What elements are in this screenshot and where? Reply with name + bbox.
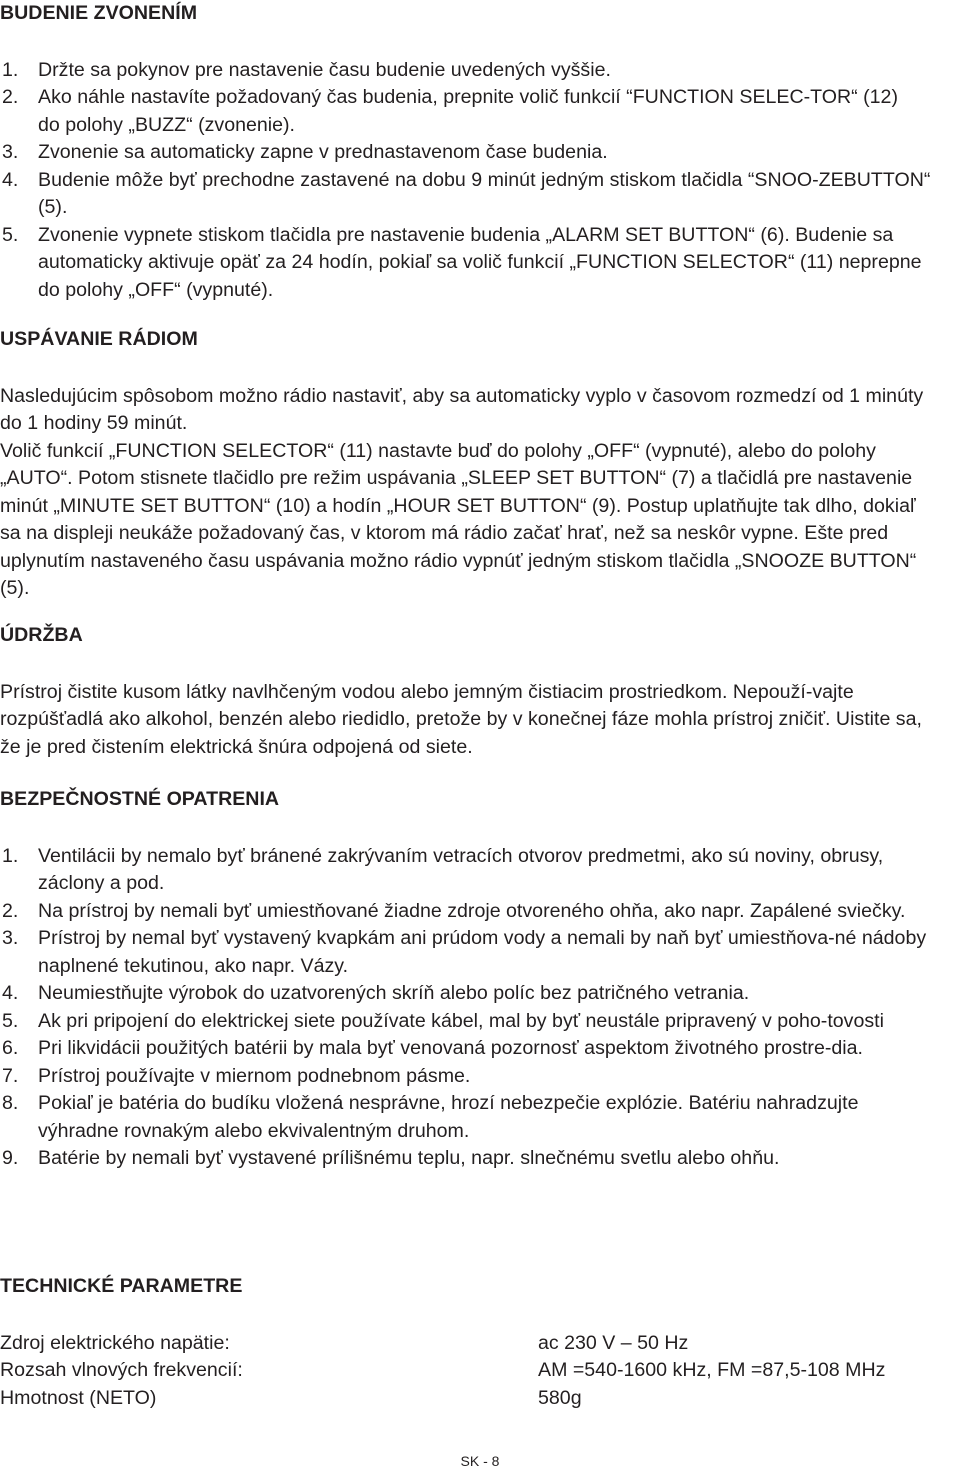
section-maintenance: [0, 622, 944, 761]
list-item-number: 9.: [2, 1147, 19, 1169]
section-heading-safety: BEZPEČNOSTNÉ OPATRENIA: [0, 788, 280, 810]
list-item-text: Ak pri pripojení do elektrickej siete používate kábel, mal by byť neustále pripravený v poho-tovosti: [38, 1009, 884, 1032]
list-item-number: 1.: [2, 58, 19, 81]
list-item: [0, 222, 944, 305]
spec-label: Rozsah vlnových frekvencií:: [0, 1359, 243, 1381]
table-row: [0, 1385, 885, 1413]
list-item-text: Neumiestňujte výrobok do uzatvorených skríň alebo políc bez patričného vetrania.: [38, 982, 750, 1004]
list-item: [0, 139, 944, 167]
list-item-text: Ventilácii by nemalo byť bránené zakrývaním vetracích otvorov predmetmi, ako sú noviny, obrusy, záclony a pod.: [38, 844, 884, 894]
list-item-number: 1.: [2, 844, 19, 867]
list-item-text: Zvonenie vypnete stiskom tlačidla pre nastavenie budenia „ALARM SET BUTTON“ (6). Budenie sa automaticky aktivuje opäť za 24 hodín, pokiaľ sa volič funkcií „FUNCTION SELECTOR“ (11) neprepne do polohy „OFF“ (vypnuté).: [38, 223, 922, 301]
list-item-text: Zvonenie sa automaticky zapne v prednastavenom čase budenia.: [38, 141, 608, 163]
list-item-text: Batérie by nemali byť vystavené prílišnému teplu, napr. slnečnému svetlu alebo ohňu.: [38, 1147, 780, 1169]
list-item: [0, 167, 944, 222]
spec-value: AM =540-1600 kHz, FM =87,5-108 MHz: [538, 1359, 886, 1381]
list-item-text: Prístroj by nemal byť vystavený kvapkám ani prúdom vody a nemali by naň byť umiestňova-né nádoby naplnené tekutinou, ako napr. Vázy.: [38, 927, 927, 977]
list-item-number: 4.: [2, 168, 19, 191]
section-safety: [0, 786, 944, 1173]
list-item-number: 3.: [2, 141, 19, 163]
section-heading-specs: TECHNICKÉ PARAMETRE: [0, 1275, 243, 1297]
section-alarm: [0, 0, 944, 304]
safety-list: [0, 843, 944, 1173]
alarm-list: [0, 57, 944, 305]
spec-label: Zdroj elektrického napätie:: [0, 1331, 230, 1354]
list-item-text: Pri likvidácii použitých batérii by mala byť venovaná pozornosť aspektom životného prostre-dia.: [38, 1037, 863, 1059]
list-item: [0, 57, 944, 85]
list-item: [0, 1063, 944, 1091]
list-item: [0, 843, 944, 898]
list-item-number: 4.: [2, 982, 19, 1004]
table-row: [0, 1357, 885, 1385]
list-item-number: 7.: [2, 1064, 19, 1087]
list-item-text: Na prístroj by nemali byť umiestňované žiadne zdroje otvoreného ohňa, ako napr. Zapálené sviečky.: [38, 899, 906, 922]
section-heading-maintenance: ÚDRŽBA: [0, 624, 83, 646]
table-row: [0, 1330, 885, 1358]
list-item: [0, 1008, 944, 1036]
list-item: [0, 925, 944, 980]
list-item-number: 2.: [2, 86, 19, 108]
list-item-number: 5.: [2, 1009, 19, 1032]
list-item-text: Budenie môže byť prechodne zastavené na dobu 9 minút jedným stiskom tlačidla “SNOO-ZEBUTTON“ (5).: [38, 168, 931, 218]
list-item-text: Pokiaľ je batéria do budíku vložená nesprávne, hrozí nebezpečie explózie. Batériu nahradzujte výhradne rovnakým alebo ekvivalentným druhom.: [38, 1092, 859, 1142]
specs-table: [0, 1330, 885, 1413]
section-heading-alarm: BUDENIE ZVONENÍM: [0, 2, 198, 24]
list-item-number: 8.: [2, 1092, 19, 1114]
list-item: [0, 84, 944, 139]
list-item-text: Ako náhle nastavíte požadovaný čas budenia, prepnite volič funkcií “FUNCTION SELEC-TOR“ (12) do polohy „BUZZ“ (zvonenie).: [38, 86, 898, 136]
section-sleep: [0, 326, 944, 603]
list-item-number: 3.: [2, 927, 19, 949]
list-item-text: Držte sa pokynov pre nastavenie času budenie uvedených vyššie.: [38, 58, 611, 81]
list-item-number: 6.: [2, 1037, 19, 1059]
list-item: [0, 1145, 944, 1173]
spec-value: 580g: [538, 1386, 582, 1409]
paragraph: Nasledujúcim spôsobom možno rádio nastaviť, aby sa automaticky vyplo v časovom rozmedzí od 1 minúty do 1 hodiny 59 minút.: [0, 384, 924, 434]
section-specs: [0, 1273, 944, 1412]
list-item-number: 5.: [2, 223, 19, 246]
list-item: [0, 980, 944, 1008]
spec-label: Hmotnost (NETO): [0, 1386, 157, 1409]
paragraph: Prístroj čistite kusom látky navlhčeným vodou alebo jemným čistiacim prostriedkom. Nepouží-vajte rozpúšťadlá ako alkohol, benzén alebo riedidlo, pretože by v konečnej fáze mohla prístroj zničiť. Uistite sa, že je pred čistením elektrická šnúra odpojená od siete.: [0, 680, 922, 758]
list-item: [0, 1090, 944, 1145]
list-item: [0, 898, 944, 926]
paragraph: Volič funkcií „FUNCTION SELECTOR“ (11) nastavte buď do polohy „OFF“ (vypnuté), alebo do polohy „AUTO“. Potom stisnete tlačidlo pre režim uspávania „SLEEP SET BUTTON“ (7) a tlačidlá pre nastavenie minút „MINUTE SET BUTTON“ (10) a hodín „HOUR SET BUTTON“ (9). Postup uplatňujte tak dlho, dokiaľ sa na displeji neukáže požadovaný čas, v ktorom má rádio začať hrať, než sa neskôr vypne. Ešte pred uplynutím nastaveného času uspávania možno rádio vypnúť jedným stiskom tlačidla „SNOOZE BUTTON“ (5).: [0, 439, 917, 599]
section-heading-sleep: USPÁVANIE RÁDIOM: [0, 328, 198, 350]
list-item: [0, 1035, 944, 1063]
page-number: SK - 8: [460, 1453, 500, 1469]
spec-value: ac 230 V – 50 Hz: [538, 1331, 689, 1354]
list-item-number: 2.: [2, 899, 19, 922]
list-item-text: Prístroj používajte v miernom podnebnom pásme.: [38, 1064, 471, 1087]
